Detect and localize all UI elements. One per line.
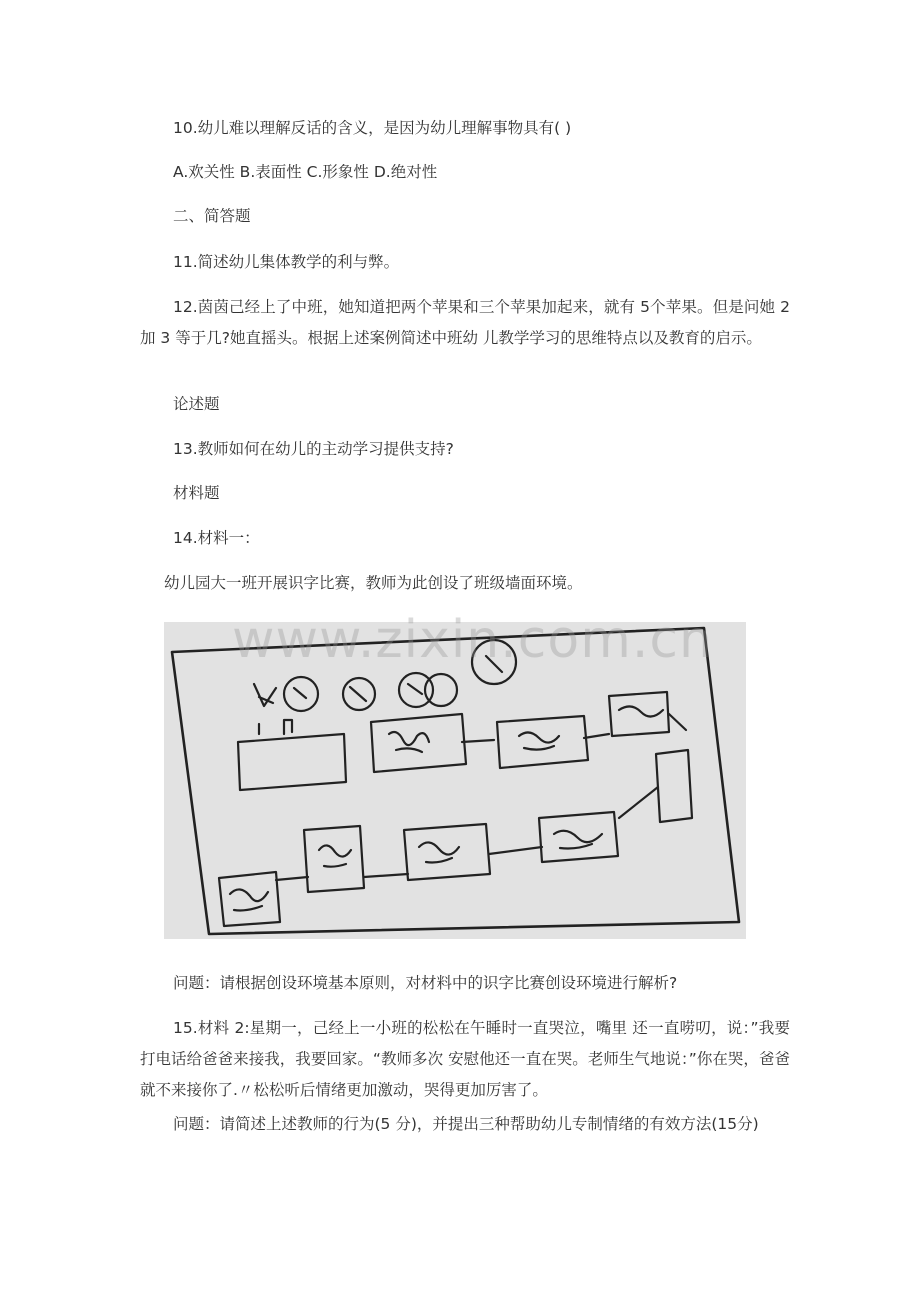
question-13: 13.教师如何在幼儿的主动学习提供支持? <box>173 440 454 458</box>
question-10: 10.幼儿难以理解反话的含义，是因为幼儿理解事物具有( ) <box>173 119 572 137</box>
question-11: 11.简述幼儿集体教学的利与弊。 <box>173 253 400 271</box>
question-14-heading: 14.材料一： <box>173 529 260 547</box>
question-15-material: 15.材料 2:星期一，己经上一小班的松松在午睡时一直哭泣，嘴里 还一直唠叨，说：”我要打电话给爸爸来接我，我要回家。“教师多次 安慰他还一直在哭。老师生气地说：”你在哭，爸爸就不来接你了.〃松松听后情绪更加激动，哭得更加厉害了。 <box>140 1019 790 1099</box>
question-14-prompt: 问题：请根据创设环境基本原则，对材料中的识字比赛创设环境进行解析? <box>173 974 678 992</box>
section-heading-essay: 论述题 <box>173 395 220 413</box>
question-10-options: A.欢关性 B.表面性 C.形象性 D.绝对性 <box>173 163 438 181</box>
material-one-intro: 幼儿园大一班开展识字比赛，教师为此创设了班级墙面环境。 <box>164 574 583 592</box>
question-12: 12.茵茵己经上了中班，她知道把两个苹果和三个苹果加起来，就有 5个苹果。但是问她 2 加 3 等于几?她直摇头。根据上述案例简述中班幼 儿教学学习的思维特点以及教育的启示。 <box>140 298 790 347</box>
section-heading-material: 材料题 <box>173 484 220 502</box>
section-heading-short-answer: 二、简答题 <box>173 207 251 225</box>
question-15-prompt: 问题：请简述上述教师的行为(5 分)，并提出三种帮助幼儿专制情绪的有效方法(15分) <box>173 1115 759 1133</box>
watermark: www.zixin.com.cn <box>232 610 713 670</box>
